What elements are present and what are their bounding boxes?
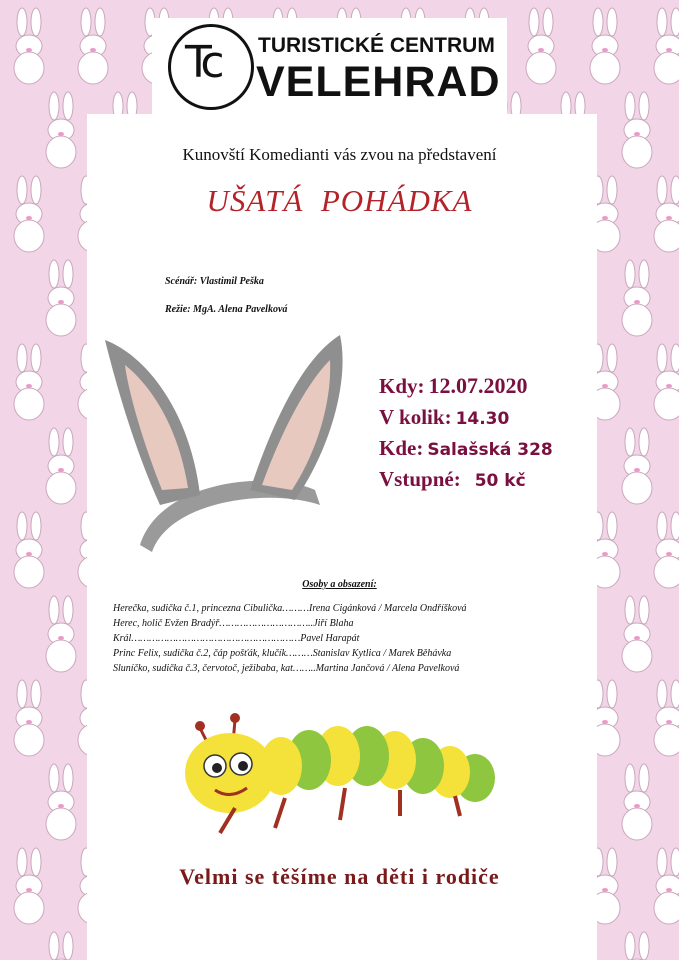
cast-row: Herec, holič Evžen Bradýř…………………………..Jiří Blaha: [113, 618, 354, 629]
logo-line1: TURISTICKÉ CENTRUM: [258, 34, 495, 57]
cast-row: Princ Felix, sudička č.2, čáp pošťák, klučík………Stanislav Kytlica / Marek Běhávka: [113, 648, 452, 659]
script-credit: Scénář: Vlastimil Peška: [165, 276, 264, 287]
logo-line2: VELEHRAD: [256, 58, 501, 106]
bunny-icon: [654, 512, 679, 588]
place-row: [379, 436, 553, 461]
tc-monogram-icon: [168, 24, 254, 110]
bunny-ears-headband-image: [100, 320, 360, 555]
cast-row: Sluníčko, sudička č.3, červotoč, ježibaba, kat……..Martina Jančová / Alena Pavelková: [113, 663, 460, 674]
closing-message: Velmi se těšíme na děti i rodiče: [179, 864, 500, 889]
bunny-icon: [622, 932, 652, 960]
bunny-icon: [14, 512, 44, 588]
place-label: Kde:: [379, 436, 424, 460]
logo-monogram: Tc: [185, 37, 221, 88]
bunny-icon: [46, 596, 76, 672]
fee-value: 50 kč: [474, 471, 526, 491]
fee-row: [379, 467, 526, 492]
bunny-icon: [654, 8, 679, 84]
bunny-icon: [622, 596, 652, 672]
date-label: Kdy:: [379, 374, 425, 398]
bunny-icon: [14, 680, 44, 756]
bunny-icon: [46, 428, 76, 504]
bunny-icon: [46, 764, 76, 840]
bunny-icon: [654, 344, 679, 420]
cast-heading: Osoby a obsazení:: [302, 579, 377, 590]
bunny-icon: [622, 764, 652, 840]
time-label: V kolik:: [379, 405, 452, 429]
bunny-icon: [46, 932, 76, 960]
time-row: [379, 405, 509, 430]
date-row: [379, 373, 528, 399]
invitation-text: Kunovští Komedianti vás zvou na představení: [182, 145, 497, 164]
bunny-icon: [78, 8, 108, 84]
bunny-icon: [622, 260, 652, 336]
bunny-icon: [654, 680, 679, 756]
bunny-icon: [622, 428, 652, 504]
bunny-icon: [590, 8, 620, 84]
caterpillar-illustration: [175, 708, 505, 838]
bunny-icon: [526, 8, 556, 84]
direction-credit: Režie: MgA. Alena Pavelková: [165, 304, 288, 315]
fee-label: Vstupné:: [379, 467, 461, 491]
cast-list: [113, 601, 467, 676]
bunny-icon: [14, 344, 44, 420]
cast-row: Král…………………………………………………Pavel Harapát: [113, 633, 360, 644]
bunny-icon: [14, 8, 44, 84]
bunny-icon: [46, 260, 76, 336]
cast-row: Herečka, sudička č.1, princezna Cibulička………Irena Cigánková / Marcela Ondříšková: [113, 603, 467, 614]
show-title: UŠATÁ POHÁDKA: [206, 183, 473, 218]
date-value: 12.07.2020: [428, 373, 528, 398]
place-value: Salašská 328: [427, 440, 553, 460]
logo: [152, 18, 507, 118]
time-value: 14.30: [455, 409, 510, 429]
